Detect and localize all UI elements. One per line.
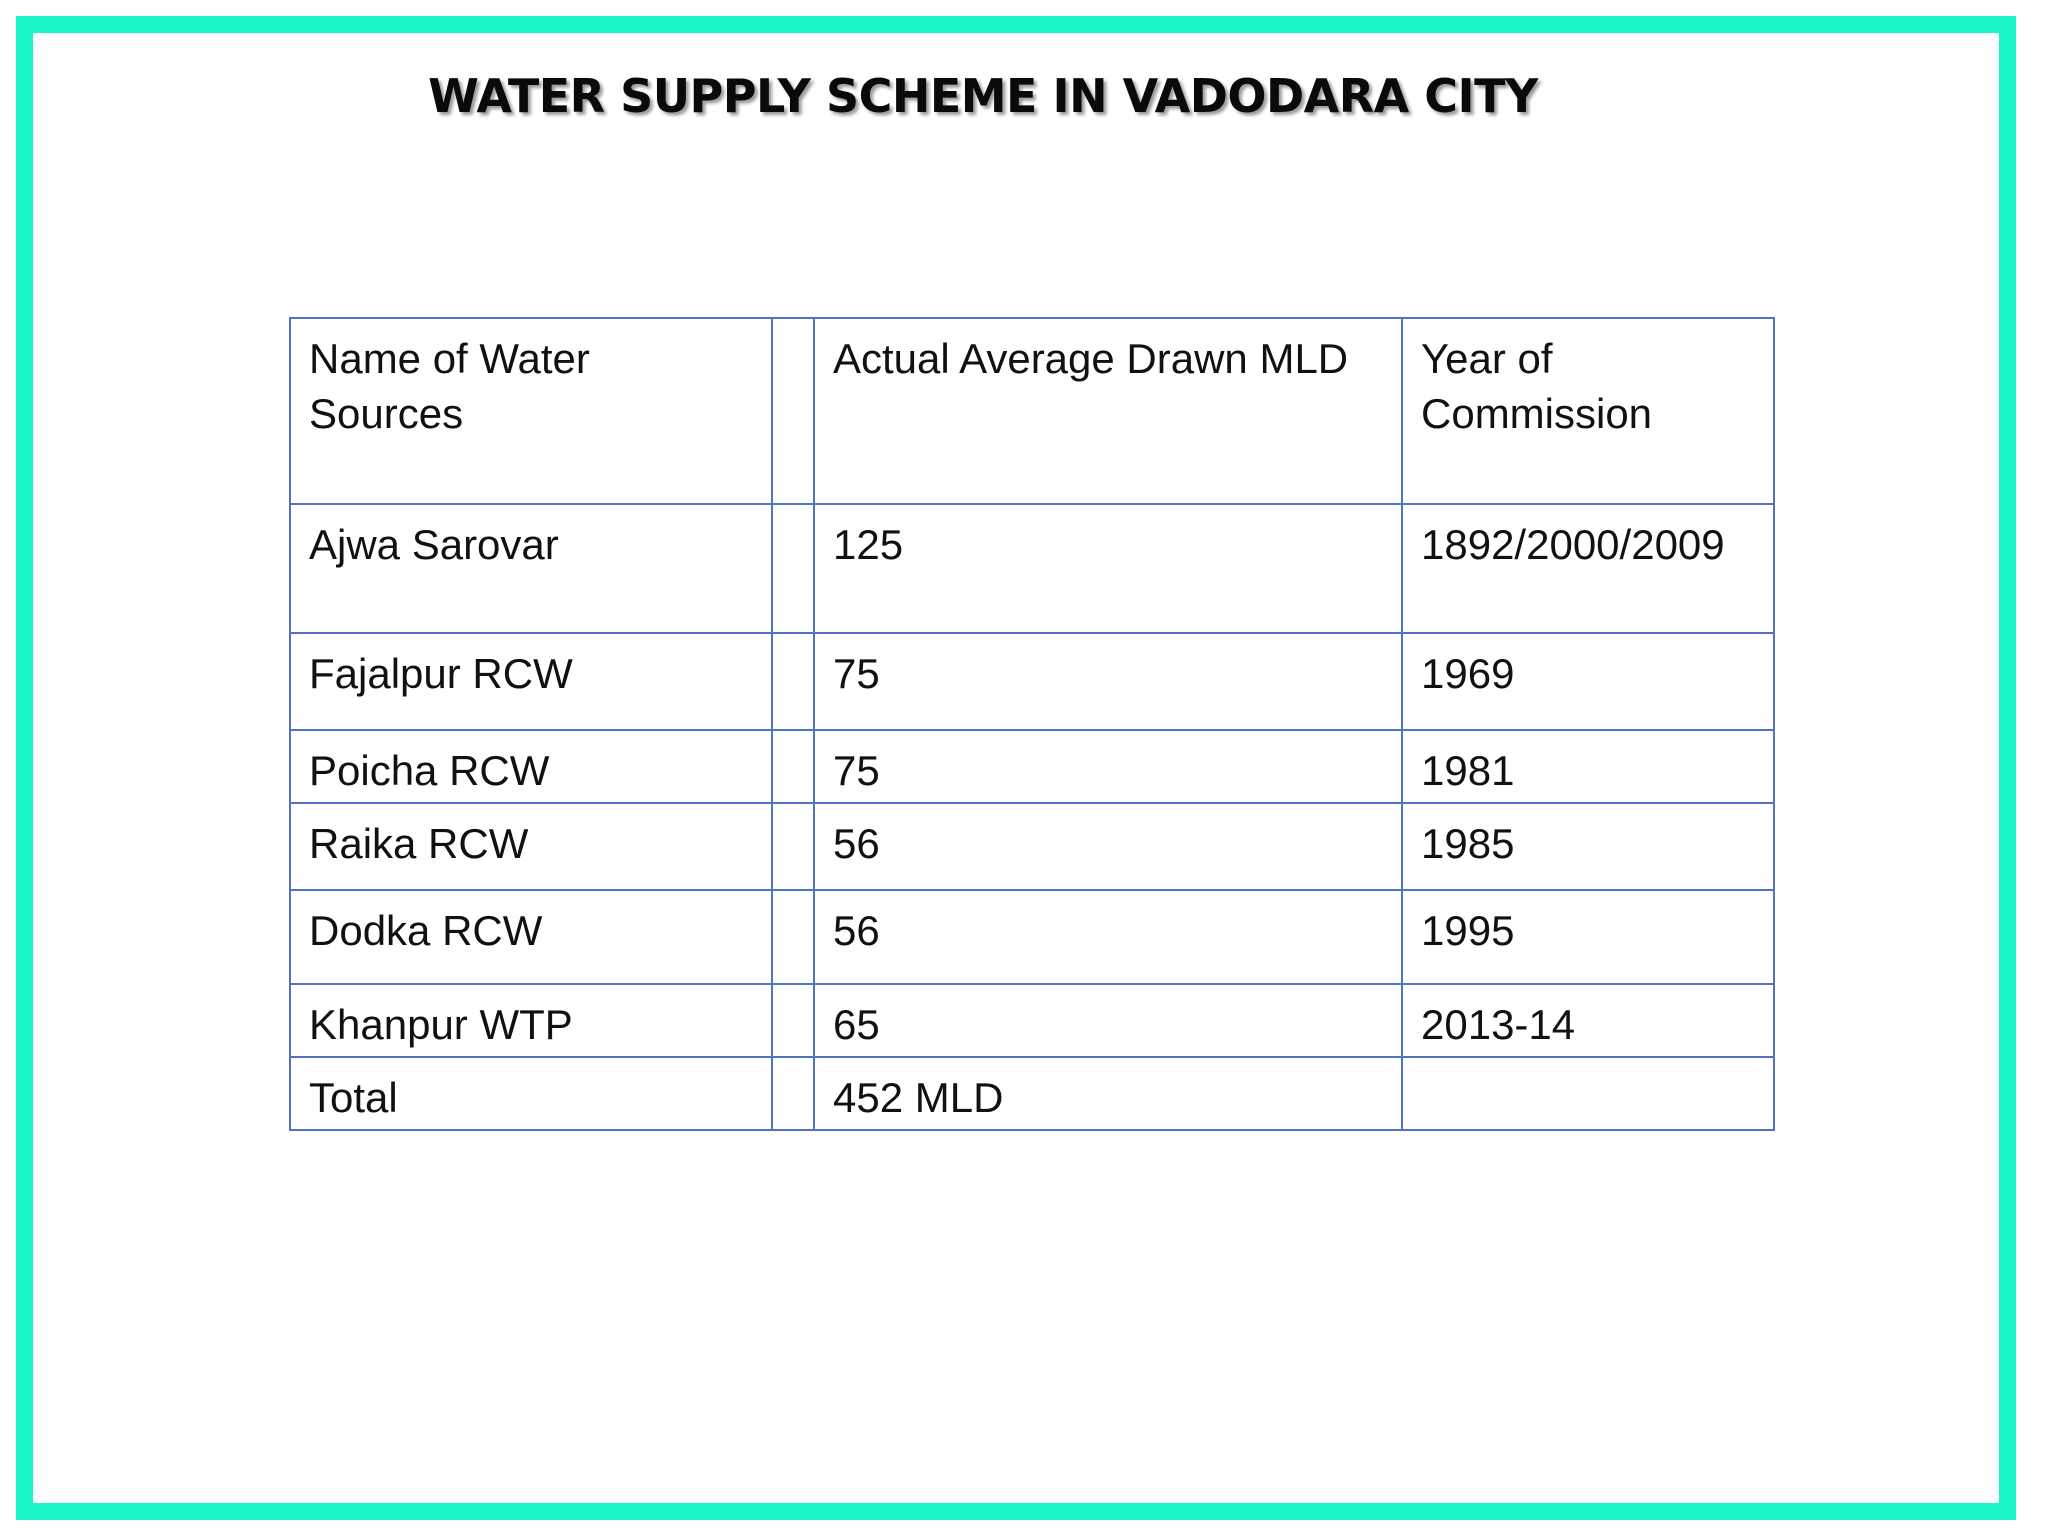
- table-total-row: [290, 1057, 1774, 1130]
- cell-year: 1995: [1402, 890, 1774, 984]
- cell-mld: 125: [814, 504, 1402, 633]
- cell-total-mld: 452 MLD: [814, 1057, 1402, 1130]
- table-row: [290, 633, 1774, 730]
- spacer-cell: [772, 730, 814, 803]
- spacer-cell: [772, 890, 814, 984]
- cell-year: 1892/2000/2009: [1402, 504, 1774, 633]
- cell-year: [1402, 1057, 1774, 1130]
- spacer-cell: [772, 803, 814, 890]
- cell-source-name: Fajalpur RCW: [290, 633, 772, 730]
- cell-source-name: Raika RCW: [290, 803, 772, 890]
- cell-mld: 56: [814, 803, 1402, 890]
- header-name-of-water-sources: Name of Water Sources: [290, 318, 772, 504]
- spacer-cell: [772, 318, 814, 504]
- cell-year: 1969: [1402, 633, 1774, 730]
- cell-mld: 75: [814, 633, 1402, 730]
- spacer-cell: [772, 984, 814, 1057]
- cell-source-name: Ajwa Sarovar: [290, 504, 772, 633]
- water-sources-table: [289, 317, 1775, 1131]
- header-actual-average-drawn-mld: Actual Average Drawn MLD: [814, 318, 1402, 504]
- cell-source-name: Poicha RCW: [290, 730, 772, 803]
- cell-source-name: Khanpur WTP: [290, 984, 772, 1057]
- slide-frame: [16, 16, 2016, 1520]
- table-row: [290, 890, 1774, 984]
- cell-mld: 75: [814, 730, 1402, 803]
- cell-total-label: Total: [290, 1057, 772, 1130]
- table-row: [290, 504, 1774, 633]
- spacer-cell: [772, 1057, 814, 1130]
- table-row: [290, 730, 1774, 803]
- spacer-cell: [772, 633, 814, 730]
- table-row: [290, 984, 1774, 1057]
- table-row: [290, 803, 1774, 890]
- cell-year: 1985: [1402, 803, 1774, 890]
- spacer-cell: [772, 504, 814, 633]
- cell-mld: 65: [814, 984, 1402, 1057]
- cell-year: 1981: [1402, 730, 1774, 803]
- cell-source-name: Dodka RCW: [290, 890, 772, 984]
- slide-title: WATER SUPPLY SCHEME IN VADODARA CITY: [428, 69, 1538, 123]
- cell-mld: 56: [814, 890, 1402, 984]
- header-year-of-commission: Year of Commission: [1402, 318, 1774, 504]
- cell-year: 2013-14: [1402, 984, 1774, 1057]
- table-header-row: [290, 318, 1774, 504]
